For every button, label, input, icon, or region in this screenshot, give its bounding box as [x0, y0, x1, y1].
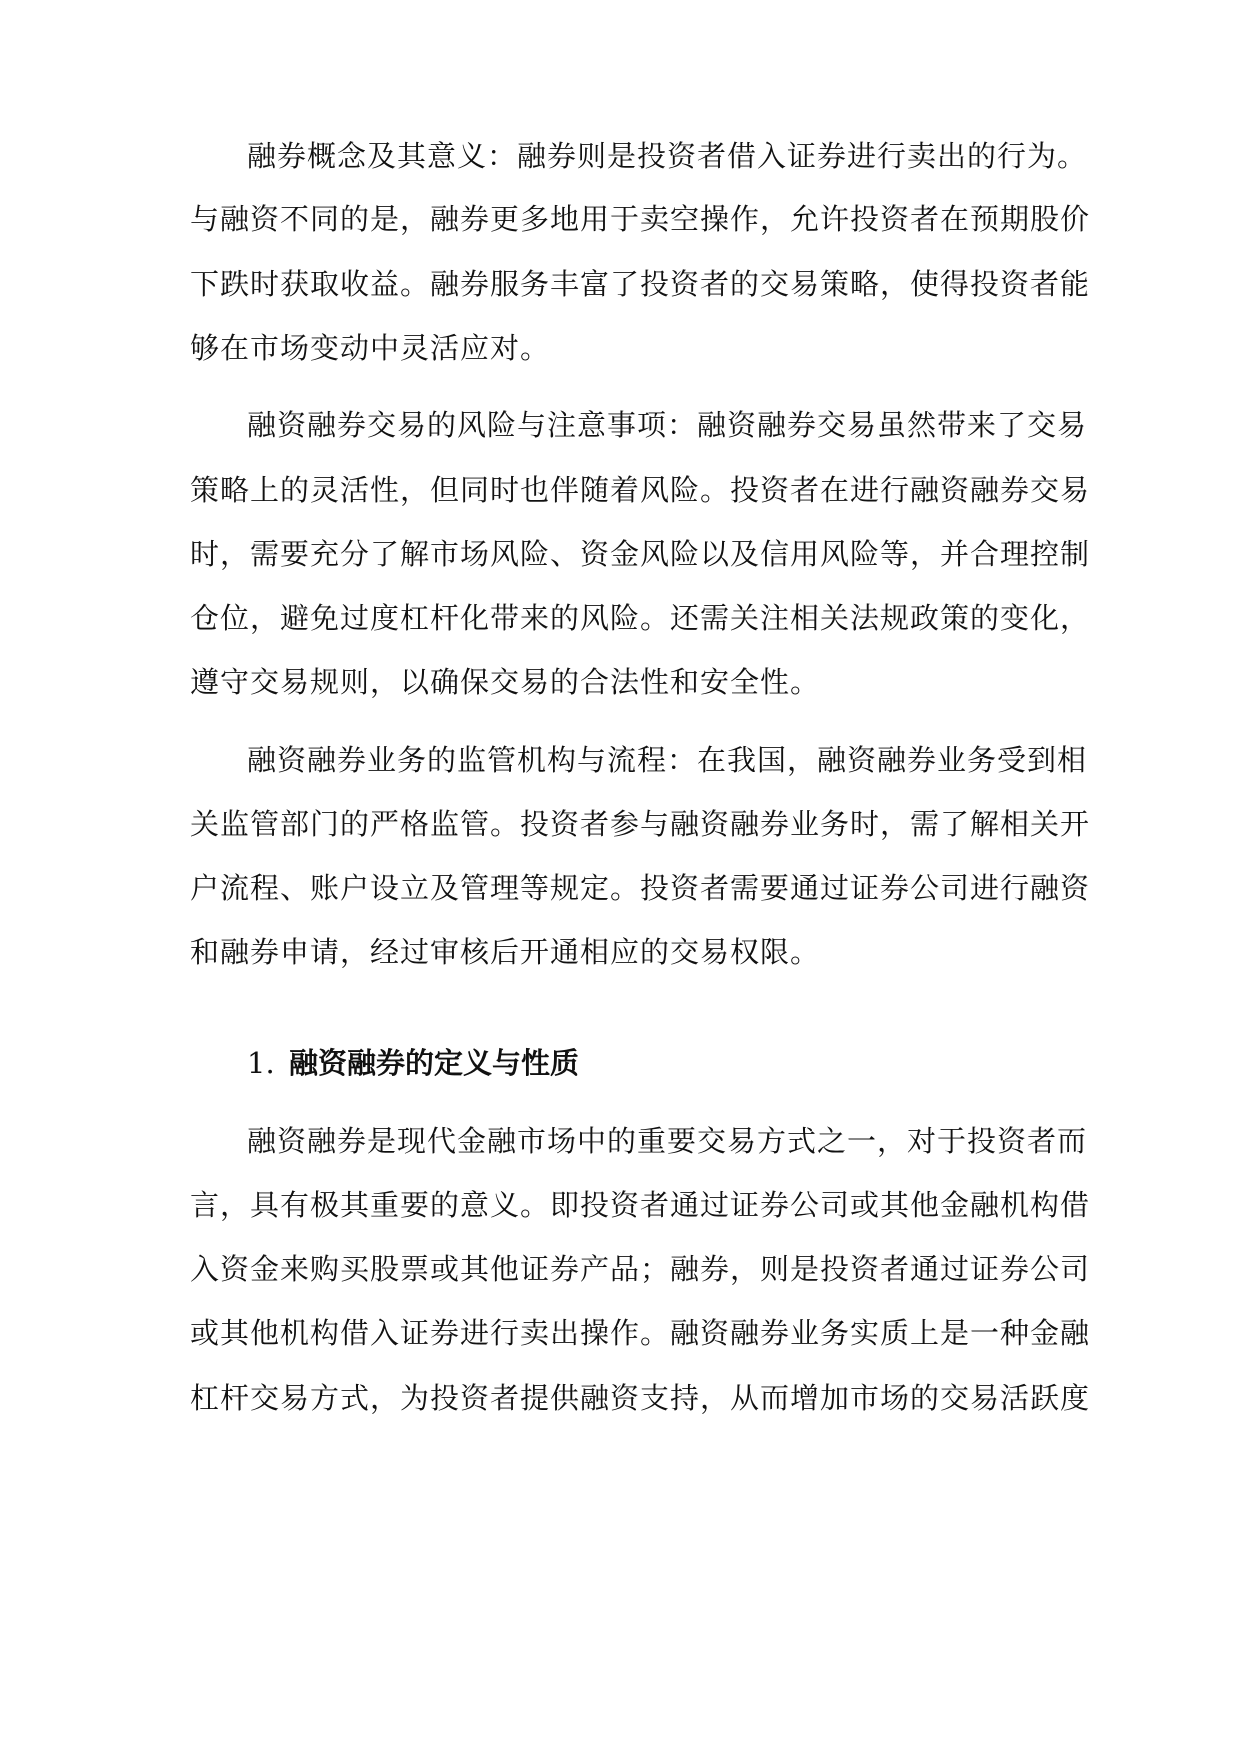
section-number: 1. — [247, 1046, 275, 1080]
section-paragraph-line-3: 入资金来购买股票或其他证券产品；融券，则是投资者通过证券公司 — [190, 1252, 1091, 1286]
section-paragraph-line-4: 或其他机构借入证券进行卖出操作。融资融券业务实质上是一种金融 — [190, 1316, 1091, 1350]
paragraph-2-line-1: 融资融券交易的风险与注意事项：融资融券交易虽然带来了交易 — [247, 408, 1088, 442]
paragraph-2-line-5: 遵守交易规则，以确保交易的合法性和安全性。 — [190, 665, 821, 699]
paragraph-1-line-2: 与融资不同的是，融券更多地用于卖空操作，允许投资者在预期股价 — [190, 202, 1091, 236]
paragraph-3-line-2: 关监管部门的严格监管。投资者参与融资融券业务时，需了解相关开 — [190, 807, 1091, 841]
paragraph-1-line-3: 下跌时获取收益。融券服务丰富了投资者的交易策略，使得投资者能 — [190, 267, 1091, 301]
paragraph-2-line-3: 时，需要充分了解市场风险、资金风险以及信用风险等，并合理控制 — [190, 537, 1091, 571]
section-paragraph-line-1: 融资融券是现代金融市场中的重要交易方式之一，对于投资者而 — [247, 1124, 1088, 1158]
paragraph-2-line-4: 仓位，避免过度杠杆化带来的风险。还需关注相关法规政策的变化， — [190, 601, 1091, 635]
paragraph-3-line-1: 融资融券业务的监管机构与流程：在我国，融资融券业务受到相 — [247, 743, 1088, 777]
paragraph-1-line-4: 够在市场变动中灵活应对。 — [190, 331, 551, 365]
paragraph-3-line-3: 户流程、账户设立及管理等规定。投资者需要通过证券公司进行融资 — [190, 871, 1091, 905]
paragraph-2-line-2: 策略上的灵活性，但同时也伴随着风险。投资者在进行融资融券交易 — [190, 473, 1091, 507]
section-heading — [247, 1043, 579, 1083]
section-title: 融资融券的定义与性质 — [289, 1046, 580, 1080]
paragraph-3-line-4: 和融券申请，经过审核后开通相应的交易权限。 — [190, 935, 821, 969]
section-paragraph-line-5: 杠杆交易方式，为投资者提供融资支持，从而增加市场的交易活跃度 — [190, 1381, 1091, 1415]
section-paragraph-line-2: 言，具有极其重要的意义。即投资者通过证券公司或其他金融机构借 — [190, 1188, 1091, 1222]
paragraph-1-line-1: 融券概念及其意义：融券则是投资者借入证券进行卖出的行为。 — [247, 139, 1088, 173]
